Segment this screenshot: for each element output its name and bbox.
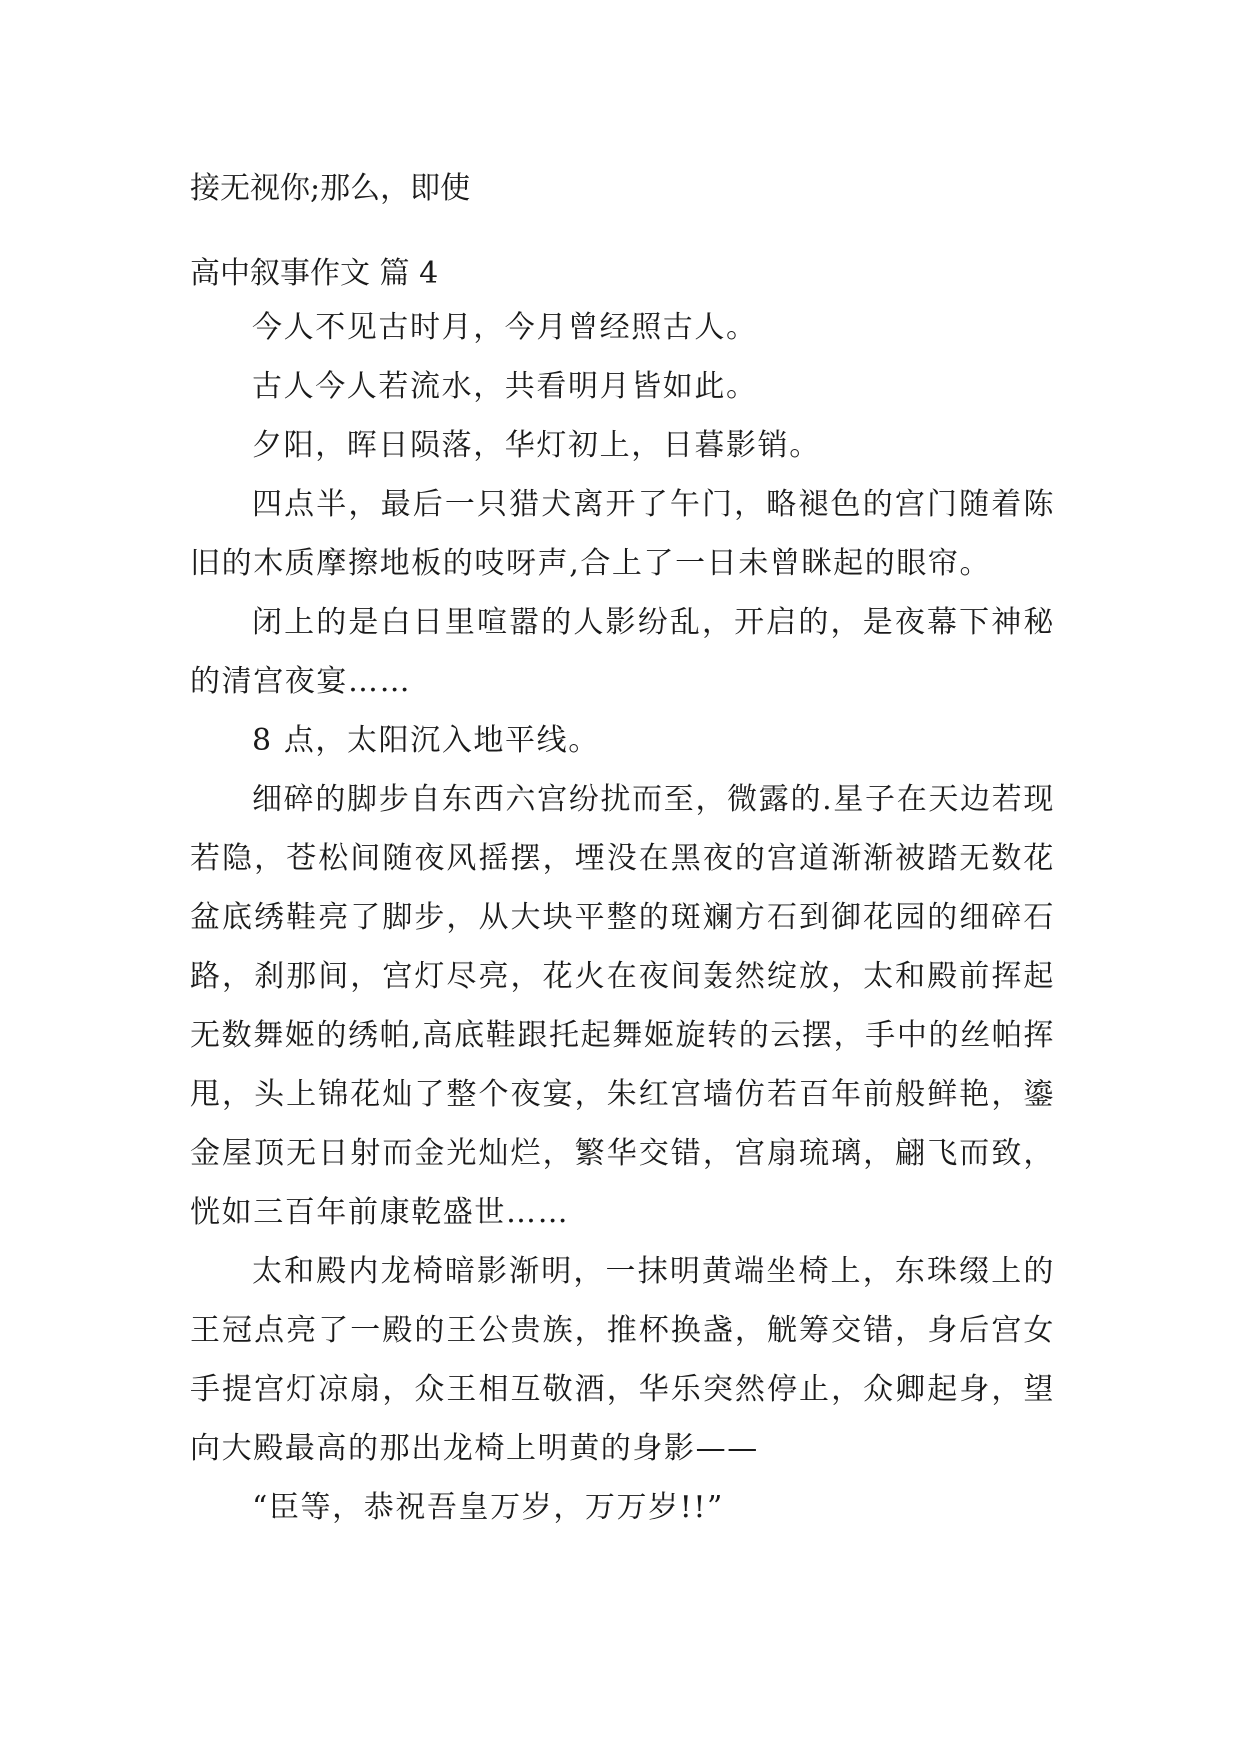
paragraph: 四点半，最后一只猎犬离开了午门，略褪色的宫门随着陈旧的木质摩擦地板的吱呀声,合上了一日未曾眯起的眼帘。 — [190, 487, 1055, 581]
paragraph: 细碎的脚步自东西六宫纷扰而至，微露的.星子在天边若现若隐，苍松间随夜风摇摆，堙没在黑夜的宫道渐渐被踏无数花盆底绣鞋亮了脚步，从大块平整的斑斓方石到御花园的细碎石路，刹那间，宫灯尽亮，花火在夜间轰然绽放，太和殿前挥起无数舞姬的绣帕,高底鞋跟托起舞姬旋转的云摆，手中的丝帕挥甩，头上锦花灿了整个夜宴，朱红宫墙仿若百年前般鲜艳，鎏金屋顶无日射而金光灿烂，繁华交错，宫扇琉璃，翩飞而致，恍如三百年前康乾盛世…… — [190, 782, 1055, 1230]
paragraph: 闭上的是白日里喧嚣的人影纷乱，开启的，是夜幕下神秘的清宫夜宴…… — [190, 605, 1055, 699]
paragraph: 今人不见古时月，今月曾经照古人。 — [252, 310, 758, 345]
paragraph: “臣等，恭祝吾皇万岁，万万岁!!” — [252, 1490, 724, 1525]
essay-heading: 高中叙事作文 篇 4 — [190, 256, 439, 291]
paragraph: 太和殿内龙椅暗影渐明，一抹明黄端坐椅上，东珠缀上的王冠点亮了一殿的王公贵族，推杯换盏，觥筹交错，身后宫女手提宫灯凉扇，众王相互敬酒，华乐突然停止，众卿起身，望向大殿最高的那出龙椅上明黄的身影—— — [190, 1254, 1055, 1466]
previous-page-fragment: 接无视你;那么，即使 — [190, 171, 471, 206]
paragraph: 8 点，太阳沉入地平线。 — [252, 723, 600, 758]
paragraph: 古人今人若流水，共看明月皆如此。 — [252, 369, 758, 404]
essay-body — [190, 298, 1055, 1537]
paragraph: 夕阳，晖日陨落，华灯初上，日暮影销。 — [252, 428, 821, 463]
